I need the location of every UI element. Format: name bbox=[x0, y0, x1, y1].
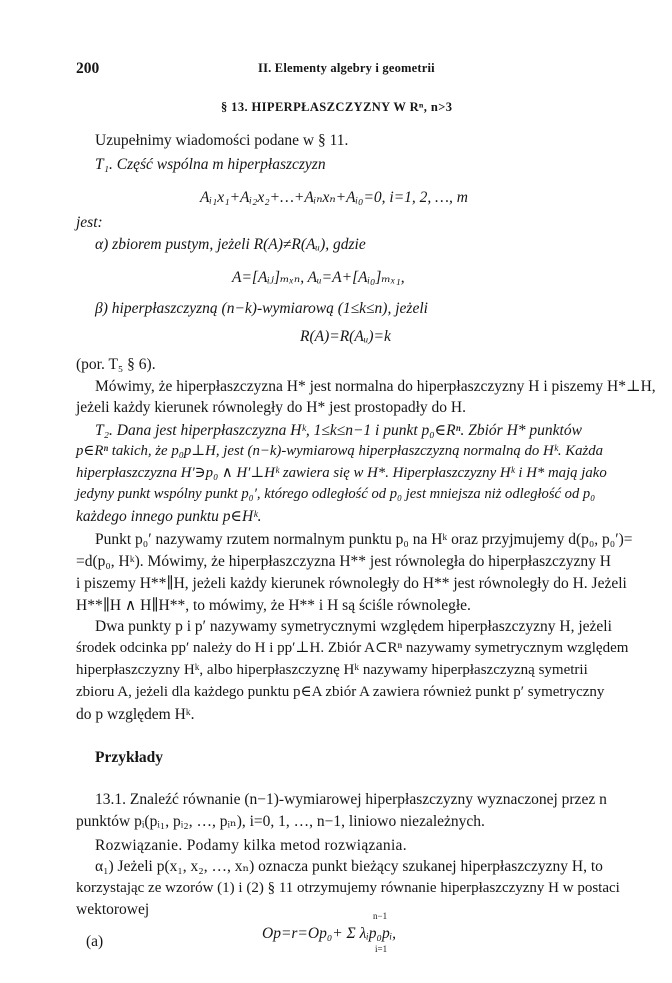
text-line: do p względem Hᵏ. bbox=[76, 706, 195, 723]
equation-label: (a) bbox=[86, 933, 104, 950]
text-line: środek odcinka pp′ należy do H i pp′⊥H. Zbiór A⊂Rⁿ nazywamy symetrycznym względem bbox=[76, 640, 629, 656]
equation-rank: R(A)=R(Aᵤ)=k bbox=[300, 328, 391, 345]
text-line: (por. T₅ § 6). bbox=[76, 356, 156, 373]
text-line: jeżeli każdy kierunek równoległy do H* jest prostopadły do H. bbox=[76, 399, 466, 416]
text-line: każdego innego punktu p∈Hᵏ. bbox=[76, 508, 262, 525]
text-line: i piszemy H**∥H, jeżeli każdy kierunek równoległy do H** jest równoległy do H. Jeżeli bbox=[76, 575, 627, 592]
text-line: wektorowej bbox=[76, 901, 150, 918]
solution-line: Rozwiązanie. Podamy kilka metod rozwiązania. bbox=[95, 837, 407, 854]
equation-hyperplanes: Aᵢ₁x₁+Aᵢ₂x₂+…+Aᵢₙxₙ+Aᵢ₀=0, i=1, 2, …, m bbox=[200, 189, 468, 206]
theorem-t1: T₁. Część wspólna m hiperpłaszczyzn bbox=[95, 156, 326, 173]
sum-lower-limit: i=1 bbox=[375, 944, 388, 954]
page-number: 200 bbox=[76, 60, 100, 77]
equation-matrices: A=[Aᵢⱼ]ₘₓₙ, Aᵤ=A+[Aᵢ₀]ₘₓ₁, bbox=[232, 269, 405, 286]
equation-vector: Op=r=Op₀+ Σ λᵢp₀pᵢ, bbox=[262, 925, 397, 942]
text-line: korzystając ze wzorów (1) i (2) § 11 otrzymujemy równanie hiperpłaszczyzny H w postaci bbox=[76, 880, 620, 896]
examples-heading: Przykłady bbox=[95, 749, 164, 766]
text-line: zbioru A, jeżeli dla każdego punktu p∈A zbiór A zawiera również punkt p′ symetryczny bbox=[76, 684, 605, 700]
section-title: § 13. HIPERPŁASZCZYZNY W Rⁿ, n>3 bbox=[221, 100, 453, 114]
text-line: 13.1. Znaleźć równanie (n−1)-wymiarowej hiperpłaszczyzny wyznaczonej przez n bbox=[95, 791, 607, 808]
sum-upper-limit: n−1 bbox=[373, 911, 388, 921]
text-line: α₁) Jeżeli p(x₁, x₂, …, xₙ) oznacza punkt bieżący szukanej hiperpłaszczyzny H, to bbox=[95, 858, 603, 875]
text-line: Dwa punkty p i p′ nazywamy symetrycznymi względem hiperpłaszczyzny H, jeżeli bbox=[95, 618, 612, 635]
text-line: H**∥H ∧ H∥H**, to mówimy, że H** i H są ściśle równoległe. bbox=[76, 597, 471, 614]
text-line: jedyny punkt wspólny punkt p₀′, którego odległość od p₀ jest mniejsza niż odległość od p₀ bbox=[76, 486, 596, 502]
theorem-t2: T₂. Dana jest hiperpłaszczyzna Hᵏ, 1≤k≤n−1 i punkt p₀∈Rⁿ. Zbiór H* punktów bbox=[95, 422, 582, 439]
text-line: =d(p₀, Hᵏ). Mówimy, że hiperpłaszczyzna H** jest równoległa do hiperpłaszczyzny H bbox=[76, 553, 611, 570]
text-line: hiperpłaszczyzna H′∋p₀ ∧ H′⊥Hᵏ zawiera się w H*. Hiperpłaszczyzny Hᵏ i H* mają jako bbox=[76, 465, 607, 481]
text-line: Punkt p₀′ nazywamy rzutem normalnym punktu p₀ na Hᵏ oraz przyjmujemy d(p₀, p₀′)= bbox=[95, 531, 633, 548]
text-line: p∈Rⁿ takich, że p₀p⊥H, jest (n−k)-wymiarową hiperpłaszczyzną normalną do Hᵏ. Każda bbox=[76, 443, 604, 459]
running-header: II. Elementy algebry i geometrii bbox=[258, 61, 435, 75]
text-line: Uzupełnimy wiadomości podane w § 11. bbox=[95, 132, 349, 149]
text-line: punktów pᵢ(pᵢ₁, pᵢ₂, …, pᵢₙ), i=0, 1, …, n−1, liniowo niezależnych. bbox=[76, 813, 485, 830]
text-line: Mówimy, że hiperpłaszczyzna H* jest normalna do hiperpłaszczyzny H i piszemy H*⊥H, bbox=[95, 378, 656, 395]
case-alpha: α) zbiorem pustym, jeżeli R(A)≠R(Aᵤ), gdzie bbox=[95, 236, 366, 253]
case-beta: β) hiperpłaszczyzną (n−k)-wymiarową (1≤k≤n), jeżeli bbox=[95, 300, 428, 317]
text-line: hiperpłaszczyzny Hᵏ, albo hiperpłaszczyznę Hᵏ nazywamy hiperpłaszczyzną symetrii bbox=[76, 662, 588, 678]
text-line: jest: bbox=[76, 214, 103, 231]
